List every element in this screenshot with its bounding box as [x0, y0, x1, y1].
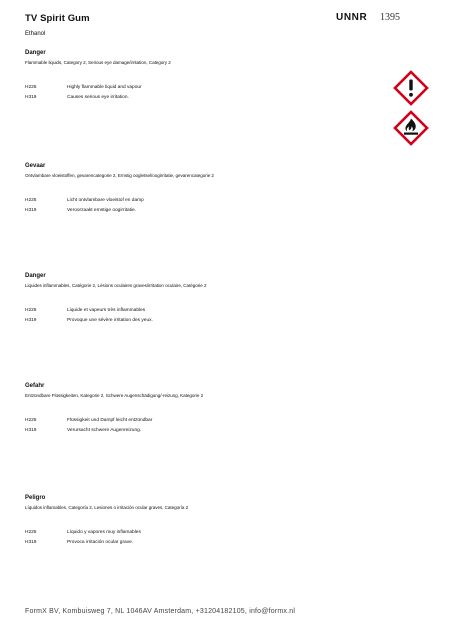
- statement-code: H319: [25, 94, 37, 100]
- statement-text: Provoca irritación ocular grave.: [67, 539, 134, 545]
- hazard-statement: [25, 425, 405, 435]
- hazard-section-nl: [25, 163, 405, 215]
- statement-code: H225: [25, 197, 37, 203]
- classification-text: Liquides inflammables, Catégorie 2, Lésions oculaires graves/irritation oculaire, Catégorie 2: [25, 283, 207, 288]
- hazard-statement: [25, 305, 405, 315]
- statement-text: Highly flammable liquid and vapour: [67, 84, 142, 90]
- statement-text: Líquido y vapores muy inflamables: [67, 529, 141, 535]
- statement-code: H225: [25, 84, 37, 90]
- product-title: TV Spirit Gum: [25, 13, 90, 24]
- hazard-statement: [25, 537, 405, 547]
- brand-logo: UNNR: [336, 12, 368, 23]
- hazard-section-en: [25, 50, 405, 102]
- hazard-section-fr: [25, 273, 405, 325]
- flame-icon: [393, 110, 429, 146]
- hazard-section-es: [25, 495, 405, 547]
- classification-text: Líquidos inflamables, Categoría 2, Lesiones o irritación ocular graves, Categoría 2: [25, 505, 189, 510]
- statement-code: H319: [25, 427, 37, 433]
- statement-text: Veroorzaakt ernstige oogirritatie.: [67, 207, 137, 213]
- classification-text: Flammable liquids, Category 2, Serious eye damage/irritation, Category 2: [25, 60, 171, 65]
- signal-word: Gefahr: [25, 383, 45, 389]
- statement-code: H319: [25, 317, 37, 323]
- hazard-statement: [25, 205, 405, 215]
- hazard-statements: [25, 305, 405, 325]
- signal-word: Danger: [25, 50, 46, 56]
- hazard-statements: [25, 195, 405, 215]
- statement-text: Causes serious eye irritation.: [67, 94, 129, 100]
- hazard-statement: [25, 195, 405, 205]
- company-footer: FormX BV, Kombuisweg 7, NL 1046AV Amsterdam, +31204182105, info@formx.nl: [25, 608, 296, 615]
- signal-word: Danger: [25, 273, 46, 279]
- signal-word: Peligro: [25, 495, 46, 501]
- hazard-statements: [25, 527, 405, 547]
- hazard-statement: [25, 315, 405, 325]
- classification-text: Ontvlambare vloeistoffen, gevarencategorie 2, Ernstig oogletsel/oogirritatie, gevarencategorie 2: [25, 173, 214, 178]
- hazard-section-de: [25, 383, 405, 435]
- statement-text: Provoque une sévère irritation des yeux.: [67, 317, 153, 323]
- hazard-statement: [25, 415, 405, 425]
- statement-code: H225: [25, 529, 37, 535]
- classification-text: Entzündbare Flüssigkeiten, Kategorie 2, Schwere Augenschädigung/-reizung, Kategorie 2: [25, 393, 204, 398]
- ingredient-name: Ethanol: [25, 31, 46, 37]
- statement-text: Verursacht schwere Augenreizung.: [67, 427, 142, 433]
- statement-text: Flüssigkeit und Dampf leicht entzündbar: [67, 417, 153, 423]
- statement-code: H319: [25, 207, 37, 213]
- hazard-statement: [25, 92, 405, 102]
- hazard-statement: [25, 527, 405, 537]
- statement-code: H225: [25, 307, 37, 313]
- signal-word: Gevaar: [25, 163, 46, 169]
- hazard-statement: [25, 82, 405, 92]
- statement-code: H319: [25, 539, 37, 545]
- statement-text: Licht ontvlambare vloeistof en damp: [67, 197, 144, 203]
- hazard-statements: [25, 82, 405, 102]
- statement-code: H225: [25, 417, 37, 423]
- product-code: 1395: [380, 12, 400, 23]
- hazard-statements: [25, 415, 405, 435]
- statement-text: Liquide et vapeurs très inflammables: [67, 307, 146, 313]
